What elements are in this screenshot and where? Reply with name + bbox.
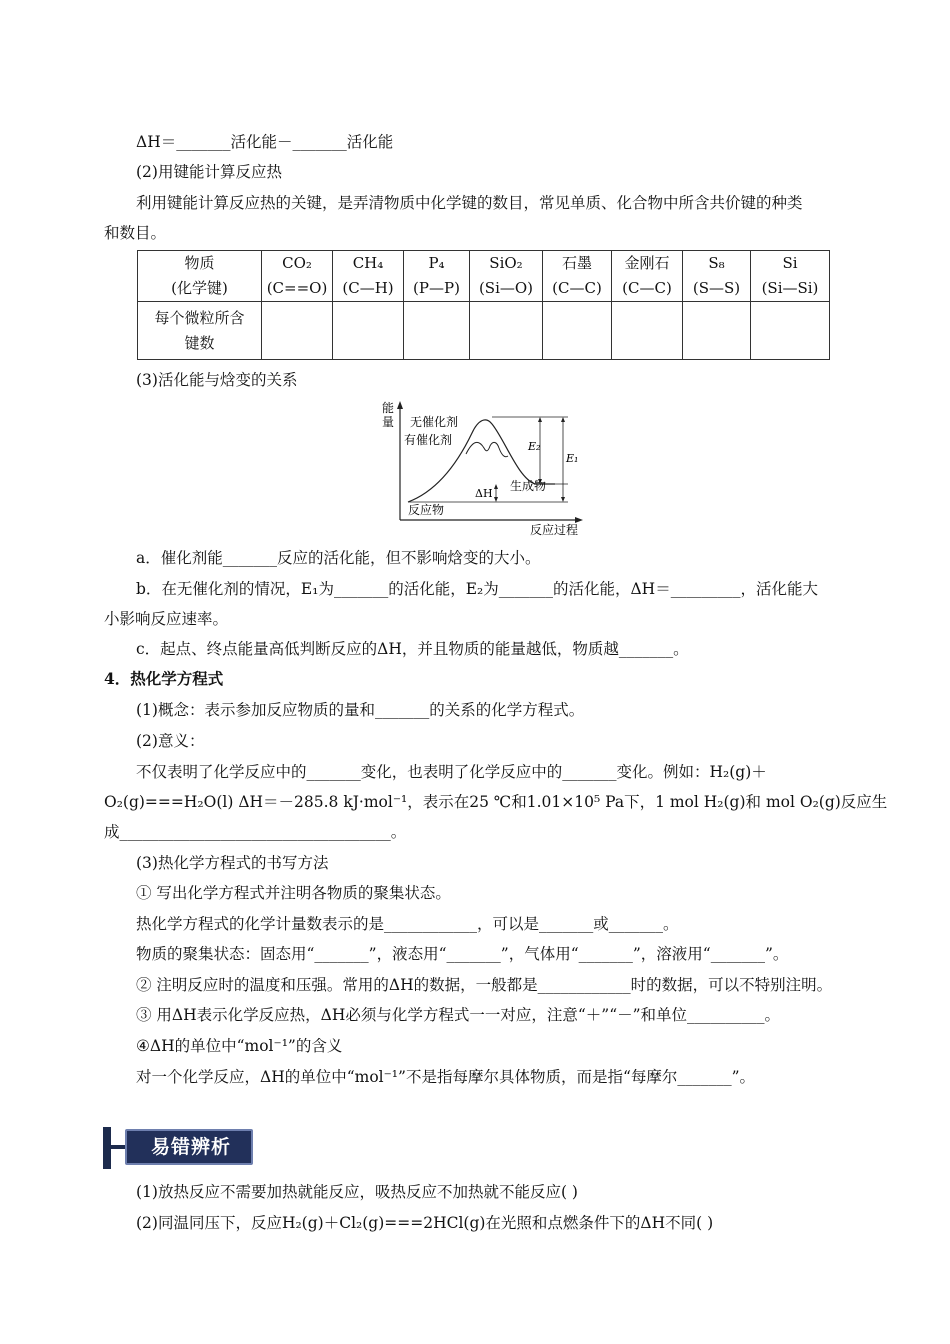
text-line: (2)用键能计算反应热 [136,163,282,181]
e1-label: E₁ [566,452,579,465]
banner-connector [111,1145,125,1149]
bond-table [137,250,830,360]
section-heading: 4．热化学方程式 [104,669,224,688]
table-cell: P₄ (P—P) [404,251,470,302]
table-cell [751,302,830,360]
with-catalyst-label: 有催化剂 [404,433,453,447]
text-line: 利用键能计算反应热的关键，是弄清物质中化学键的数目，常见单质、化合物中所含共价键的种类 [136,194,803,212]
table-cell: SiO₂ (Si—O) [470,251,543,302]
text-line: 物质的聚集状态：固态用“_______”，液态用“_______”，气体用“_______”，溶液用“_______”。 [136,945,789,963]
quiz-item: (1)放热反应不需要加热就能反应，吸热反应不加热就不能反应( ) [136,1183,578,1201]
text-line: ③ 用ΔH表示化学反应热，ΔH必须与化学方程式一一对应，注意“＋”“－”和单位__________。 [136,1006,781,1024]
text-line: b．在无催化剂的情况，E₁为_______的活化能，E₂为_______的活化能，ΔH＝_________，活化能大 [136,580,818,598]
text-line: ② 注明反应时的温度和压强。常用的ΔH的数据，一般都是____________时的数据，可以不特别注明。 [136,976,833,994]
product-label: 生成物 [510,479,547,493]
text-line: ④ΔH的单位中“mol⁻¹”的含义 [136,1037,343,1055]
table-cell [683,302,751,360]
text-line: 小影响反应速率。 [104,610,229,628]
table-cell: S₈ (S—S) [683,251,751,302]
table-cell: 物质 (化学键) [138,251,262,302]
table-cell: CH₄ (C—H) [333,251,404,302]
x-axis-label: 反应过程 [530,523,579,537]
text-line: a．催化剂能_______反应的活化能，但不影响焓变的大小。 [136,549,541,567]
table-cell: 每个微粒所含 键数 [138,302,262,360]
text-line: 热化学方程式的化学计量数表示的是____________，可以是_______或_______。 [136,915,679,933]
reactant-label: 反应物 [408,503,445,517]
table-cell [262,302,333,360]
table-cell: 石墨 (C—C) [543,251,612,302]
table-cell: CO₂ (C==O) [262,251,333,302]
table-cell: 金刚石 (C—C) [612,251,683,302]
text-line: ΔH＝_______活化能－_______活化能 [136,133,394,151]
text-line: 对一个化学反应，ΔH的单位中“mol⁻¹”不是指每摩尔具体物质，而是指“每摩尔_______”。 [136,1068,756,1086]
text-line: O₂(g)===H₂O(l) ΔH＝－285.8 kJ·mol⁻¹，表示在25 ℃和1.01×10⁵ Pa下，1 mol H₂(g)和 mol O₂(g)反应生 [104,793,888,811]
banner-title: 易错辨析 [150,1136,231,1158]
text-line: ① 写出化学方程式并注明各物质的聚集状态。 [136,884,451,902]
energy-diagram [380,398,595,540]
table-cell [543,302,612,360]
table-cell [470,302,543,360]
text-line: 成___________________________________。 [104,823,407,841]
e2-label: E₂ [528,440,541,453]
y-axis-label: 能 [382,401,395,415]
table-cell [612,302,683,360]
text-line: 不仅表明了化学反应中的_______变化，也表明了化学反应中的_______变化。例如：H₂(g)＋ [136,763,767,781]
no-catalyst-label: 无催化剂 [410,415,459,429]
table-cell [404,302,470,360]
banner-bar [103,1127,111,1169]
y-axis-label: 量 [382,415,395,429]
text-line: (2)意义： [136,732,205,750]
section-banner [103,1127,255,1169]
text-line: 和数目。 [104,224,167,242]
banner-box [125,1129,253,1165]
quiz-item: (2)同温同压下，反应H₂(g)＋Cl₂(g)===2HCl(g)在光照和点燃条件下的ΔH不同( ) [136,1214,714,1232]
text-line: (3)热化学方程式的书写方法 [136,854,329,872]
delta-h-label: ΔH [475,487,493,500]
text-line: (3)活化能与焓变的关系 [136,371,298,389]
text-line: (1)概念：表示参加反应物质的量和_______的关系的化学方程式。 [136,701,585,719]
table-cell [333,302,404,360]
text-line: c．起点、终点能量高低判断反应的ΔH，并且物质的能量越低，物质越_______。 [136,640,689,658]
table-cell: Si (Si—Si) [751,251,830,302]
